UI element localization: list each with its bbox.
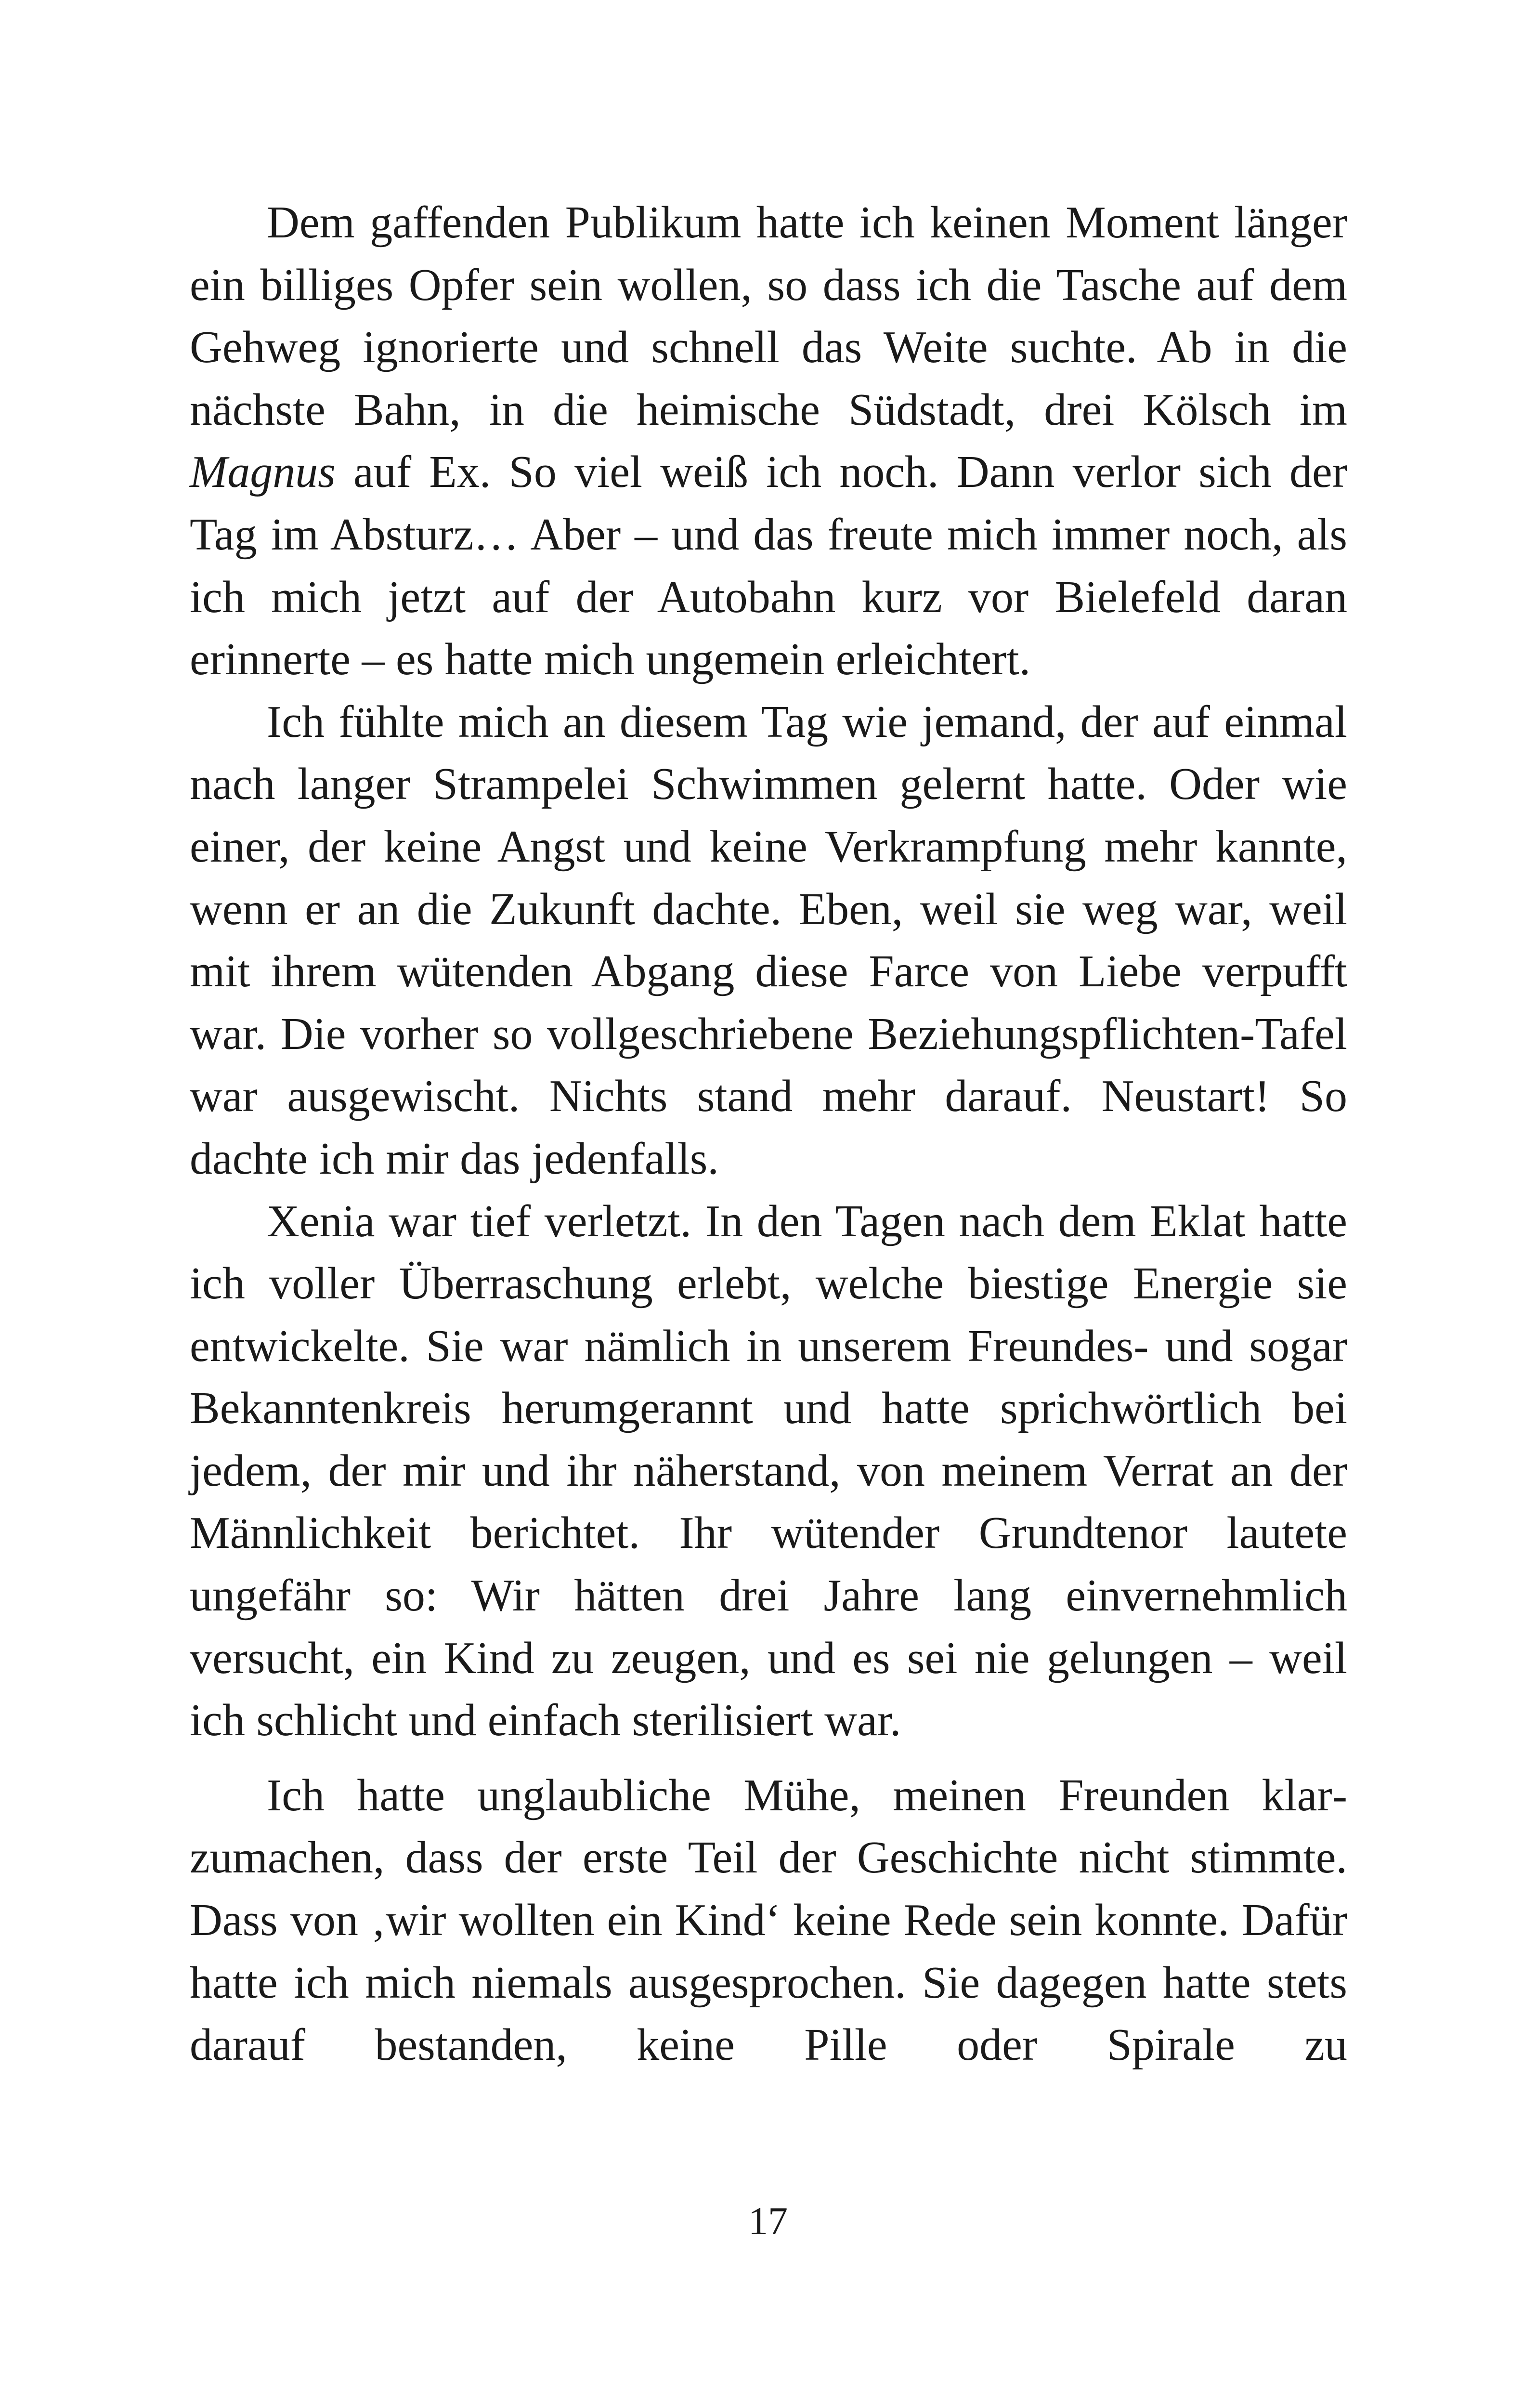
paragraph [190,192,1347,691]
paragraph [190,1191,1347,1752]
text-run: Xenia war tief verletzt. In den Tagen nach dem Eklat hatte ich voller Überraschung erlebt, welche biestige Energie sie entwickelte. Sie war nämlich in unserem Freundes- und sogar Bekanntenkreis herumgerannt und hatte sprichwörtlich bei jedem, der mir und ihr näherstand, von meinem Verrat an der Männlichkeit berichtet. Ihr wütender Grundtenor lautete ungefähr so: Wir hätten drei Jahre lang einvernehmlich versucht, ein Kind zu zeugen, und es sei nie gelungen – weil ich schlicht und einfach sterilisiert war. [190,1196,1347,1746]
paragraph [190,1765,1347,2077]
text-run: auf Ex. So viel weiß ich noch. Dann verlor sich der Tag im Absturz… Aber – und das freute mich immer noch, als ich mich jetzt auf der Autobahn kurz vor Bielefeld daran erinnerte – es hatte mich ungemein erleichtert. [190,447,1347,685]
text-run: Ich hatte unglaubliche Mühe, meinen Freunden klarzumachen, dass der erste Teil der Geschichte nicht stimmte. Dass von ‚wir wollten ein Kind‘ keine Rede sein konnte. Dafür hatte ich mich niemals ausgesprochen. Sie dagegen hatte stets darauf bestanden, keine Pille oder Spirale zu [190,1770,1347,2070]
text-run: Ich fühlte mich an diesem Tag wie jemand, der auf einmal nach langer Strampelei Schwimmen gelernt hatte. Oder wie einer, der keine Angst und keine Verkrampfung mehr kannte, wenn er an die Zukunft dachte. Eben, weil sie weg war, weil mit ihrem wütenden Abgang diese Farce von Liebe verpufft war. Die vorher so vollgeschriebene Beziehungspflichten-Tafel war ausgewischt. Nichts stand mehr darauf. Neustart! So dachte ich mir das jedenfalls. [190,696,1347,1184]
paragraph [190,691,1347,1191]
text-run: Dem gaffenden Publikum hatte ich keinen Moment länger ein billiges Opfer sein wollen, so dass ich die Tasche auf dem Gehweg ignorierte und schnell das Weite suchte. Ab in die nächste Bahn, in die heimische Südstadt, drei Kölsch im [190,197,1347,435]
italic-text-run: Magnus [190,447,336,497]
page-number: 17 [748,2199,788,2243]
body-text [190,192,1347,2077]
